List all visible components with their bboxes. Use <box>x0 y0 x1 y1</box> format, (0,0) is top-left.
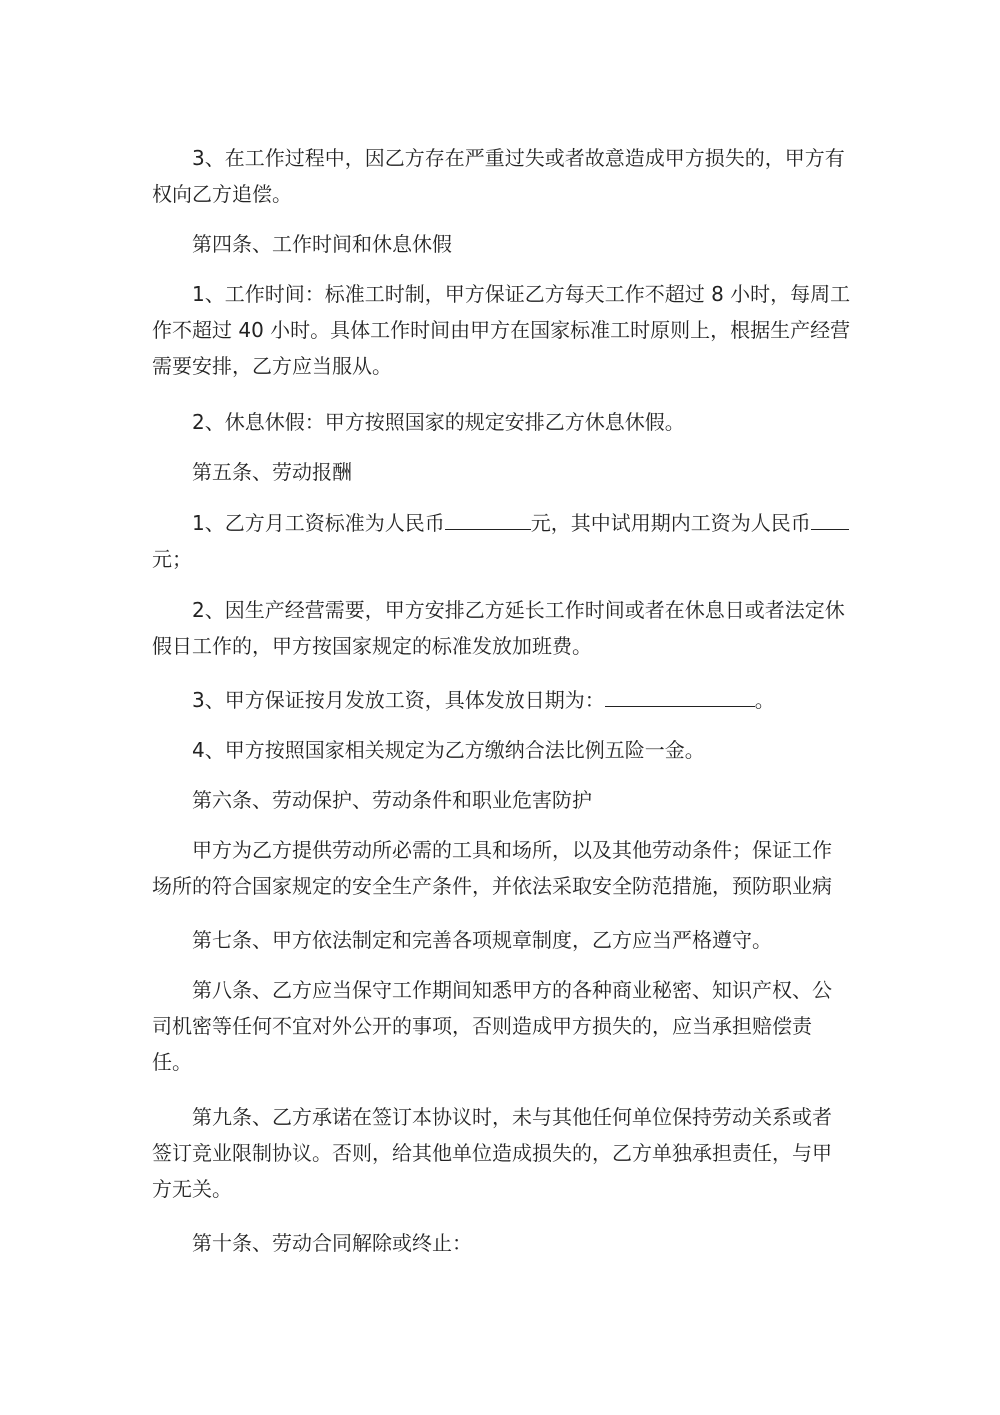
probation-salary-blank <box>811 507 849 530</box>
text-line: 4、甲方按照国家相关规定为乙方缴纳合法比例五险一金。 <box>192 738 705 762</box>
clause-1-working-hours <box>152 276 852 384</box>
clause-4-social-insurance <box>152 732 852 768</box>
clause-2-rest-leave <box>152 404 852 440</box>
article-5-heading <box>152 454 852 490</box>
salary-amount-blank <box>445 507 531 530</box>
text-line: 第五条、劳动报酬 <box>192 460 352 484</box>
clause-3-compensation <box>152 140 852 212</box>
text-line: 场所的符合国家规定的安全生产条件，并依法采取安全防范措施，预防职业病 <box>152 874 832 898</box>
text-line <box>152 682 852 718</box>
payday-blank <box>605 684 755 707</box>
text-line: 作不超过 40 小时。具体工作时间由甲方在国家标准工时原则上，根据生产经营 <box>152 318 851 342</box>
text-line: 2、因生产经营需要，甲方安排乙方延长工作时间或者在休息日或者法定休 <box>192 598 845 622</box>
payday-period: 。 <box>754 688 775 712</box>
clause-3-payday <box>152 682 852 718</box>
payday-label: 3、甲方保证按月发放工资，具体发放日期为： <box>192 688 605 712</box>
text-line <box>152 505 852 541</box>
salary-label: 1、乙方月工资标准为人民币 <box>192 511 445 535</box>
text-line: 假日工作的，甲方按国家规定的标准发放加班费。 <box>152 634 592 658</box>
probation-salary-label: 元，其中试用期内工资为人民币 <box>530 511 811 535</box>
text-line: 第七条、甲方依法制定和完善各项规章制度，乙方应当严格遵守。 <box>192 928 772 952</box>
article-8 <box>152 972 852 1080</box>
text-line: 第六条、劳动保护、劳动条件和职业危害防护 <box>192 788 592 812</box>
article-10-heading <box>152 1225 852 1261</box>
text-line: 甲方为乙方提供劳动所必需的工具和场所，以及其他劳动条件；保证工作 <box>192 838 832 862</box>
text-line: 第四条、工作时间和休息休假 <box>192 232 452 256</box>
article-6-heading <box>152 782 852 818</box>
article-6-body <box>152 832 852 904</box>
clause-2-overtime <box>152 592 852 664</box>
article-7 <box>152 922 852 958</box>
text-line: 方无关。 <box>152 1177 232 1201</box>
clause-1-monthly-salary <box>152 505 852 577</box>
article-4-heading <box>152 226 852 262</box>
text-line: 元； <box>152 547 192 571</box>
text-line: 签订竞业限制协议。否则，给其他单位造成损失的，乙方单独承担责任，与甲 <box>152 1141 832 1165</box>
text-line: 1、工作时间：标准工时制，甲方保证乙方每天工作不超过 8 小时，每周工 <box>192 282 851 306</box>
text-line: 2、休息休假：甲方按照国家的规定安排乙方休息休假。 <box>192 410 685 434</box>
text-line: 需要安排，乙方应当服从。 <box>152 354 392 378</box>
text-line: 第十条、劳动合同解除或终止： <box>192 1231 472 1255</box>
text-line: 3、在工作过程中，因乙方存在严重过失或者故意造成甲方损失的，甲方有 <box>192 146 845 170</box>
text-line: 权向乙方追偿。 <box>152 182 292 206</box>
article-9 <box>152 1099 852 1207</box>
text-line: 第九条、乙方承诺在签订本协议时，未与其他任何单位保持劳动关系或者 <box>192 1105 832 1129</box>
text-line: 第八条、乙方应当保守工作期间知悉甲方的各种商业秘密、知识产权、公 <box>192 978 832 1002</box>
text-line: 司机密等任何不宜对外公开的事项，否则造成甲方损失的，应当承担赔偿责 <box>152 1014 812 1038</box>
text-line: 任。 <box>152 1050 192 1074</box>
